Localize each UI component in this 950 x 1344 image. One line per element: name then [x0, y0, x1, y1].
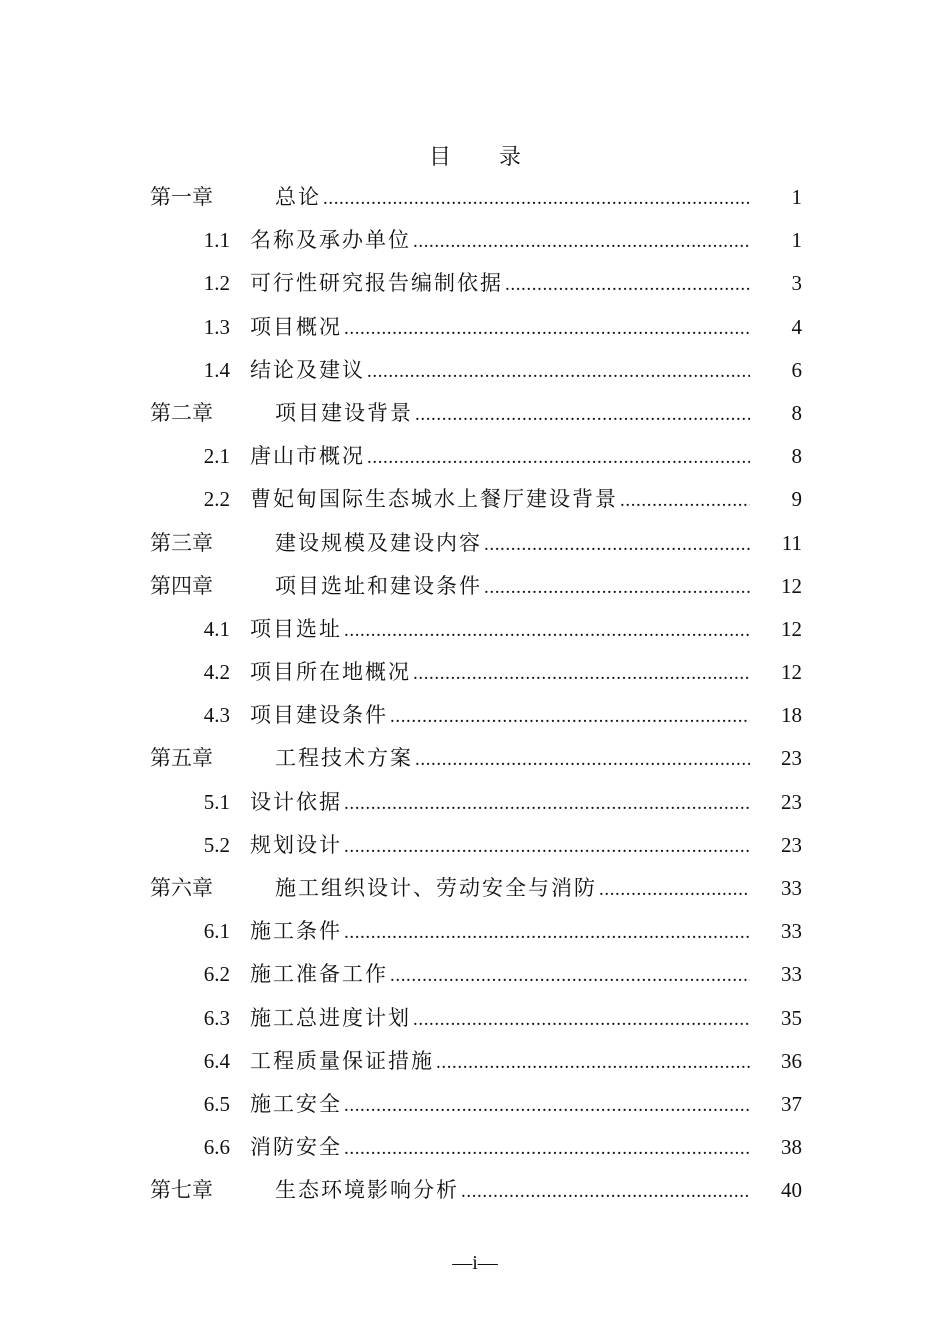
toc-section-row[interactable]: [0, 997, 950, 1040]
toc-page-number: 8: [791, 400, 802, 425]
toc-entry: [250, 608, 750, 652]
toc-section-number: 4.1: [203, 616, 230, 641]
toc-section-row[interactable]: [0, 478, 950, 521]
toc-page-number: 18: [781, 703, 802, 728]
toc-section-number: 6.6: [203, 1135, 230, 1160]
toc-entry-title: 生态环境影响分析: [275, 1169, 461, 1212]
table-of-contents: [0, 176, 950, 1213]
toc-chapter-row[interactable]: [0, 392, 950, 435]
toc-dot-leader: [484, 566, 750, 609]
toc-dot-leader: [344, 911, 750, 954]
toc-dot-leader: [461, 1170, 750, 1213]
toc-entry-title: 项目建设条件: [250, 694, 390, 737]
toc-page-number: 6: [791, 357, 802, 382]
toc-section-row[interactable]: [0, 824, 950, 867]
toc-page-number: 8: [791, 444, 802, 469]
page-footer: —i—: [452, 1252, 498, 1274]
toc-entry-title: 项目选址: [250, 608, 344, 651]
toc-section-number: 6.4: [203, 1048, 230, 1073]
toc-entry-title: 总论: [275, 176, 323, 219]
toc-dot-leader: [390, 695, 750, 738]
toc-entry-title: 施工组织设计、劳动安全与消防: [275, 867, 599, 910]
toc-section-number: 2.2: [203, 487, 230, 512]
toc-entry-title: 工程质量保证措施: [250, 1040, 436, 1083]
toc-entry: [250, 1040, 750, 1084]
toc-section-row[interactable]: [0, 1126, 950, 1169]
toc-section-number: 6.5: [203, 1091, 230, 1116]
toc-entry: [275, 176, 750, 220]
toc-entry: [250, 651, 750, 695]
toc-section-number: 6.2: [203, 962, 230, 987]
toc-section-number: 5.1: [203, 789, 230, 814]
toc-chapter-row[interactable]: [0, 737, 950, 780]
toc-entry: [250, 781, 750, 825]
toc-chapter-label: 第二章: [150, 400, 213, 425]
toc-entry-title: 施工条件: [250, 910, 344, 953]
toc-entry: [275, 867, 750, 911]
toc-page-number: 11: [781, 530, 802, 555]
toc-entry: [250, 435, 750, 479]
toc-entry: [250, 219, 750, 263]
toc-page-number: 33: [781, 962, 802, 987]
toc-section-row[interactable]: [0, 781, 950, 824]
toc-page-number: 38: [781, 1135, 802, 1160]
toc-entry-title: 项目所在地概况: [250, 651, 413, 694]
toc-section-row[interactable]: [0, 349, 950, 392]
toc-entry-title: 施工总进度计划: [250, 997, 413, 1040]
toc-entry-title: 唐山市概况: [250, 435, 367, 478]
toc-section-row[interactable]: [0, 1040, 950, 1083]
toc-section-row[interactable]: [0, 435, 950, 478]
toc-section-row[interactable]: [0, 608, 950, 651]
toc-section-row[interactable]: [0, 262, 950, 305]
toc-dot-leader: [599, 868, 750, 911]
toc-entry: [275, 565, 750, 609]
toc-section-row[interactable]: [0, 651, 950, 694]
toc-section-number: 1.3: [203, 314, 230, 339]
toc-dot-leader: [367, 350, 750, 393]
toc-entry: [250, 306, 750, 350]
toc-section-number: 4.2: [203, 660, 230, 685]
toc-entry-title: 曹妃甸国际生态城水上餐厅建设背景: [250, 478, 620, 521]
page-title: 目录: [428, 145, 569, 170]
toc-entry: [250, 478, 750, 522]
toc-dot-leader: [344, 825, 750, 868]
toc-section-row[interactable]: [0, 910, 950, 953]
toc-chapter-label: 第七章: [150, 1178, 213, 1203]
toc-page-number: 37: [781, 1091, 802, 1116]
toc-section-number: 2.1: [203, 444, 230, 469]
toc-entry-title: 工程技术方案: [275, 737, 415, 780]
toc-chapter-label: 第三章: [150, 530, 213, 555]
toc-dot-leader: [436, 1041, 750, 1084]
toc-entry: [275, 522, 750, 566]
toc-dot-leader: [367, 436, 750, 479]
toc-dot-leader: [620, 479, 750, 522]
toc-dot-leader: [413, 220, 750, 263]
toc-page-number: 23: [781, 789, 802, 814]
toc-dot-leader: [344, 782, 750, 825]
toc-page-number: 4: [791, 314, 802, 339]
toc-entry-title: 结论及建议: [250, 349, 367, 392]
toc-entry: [275, 1169, 750, 1213]
toc-chapter-label: 第四章: [150, 573, 213, 598]
toc-entry: [250, 997, 750, 1041]
toc-chapter-row[interactable]: [0, 522, 950, 565]
toc-entry-title: 设计依据: [250, 781, 344, 824]
toc-page-number: 12: [781, 616, 802, 641]
toc-entry: [250, 910, 750, 954]
toc-page-number: 12: [781, 573, 802, 598]
toc-page-number: 36: [781, 1048, 802, 1073]
toc-page-number: 33: [781, 919, 802, 944]
toc-entry-title: 项目概况: [250, 306, 344, 349]
toc-chapter-row[interactable]: [0, 867, 950, 910]
toc-dot-leader: [484, 523, 750, 566]
toc-entry: [250, 694, 750, 738]
toc-dot-leader: [323, 177, 750, 220]
toc-dot-leader: [344, 1127, 750, 1170]
toc-section-row[interactable]: [0, 1083, 950, 1126]
toc-entry-title: 可行性研究报告编制依据: [250, 262, 505, 305]
toc-section-row[interactable]: [0, 953, 950, 996]
toc-entry: [275, 737, 750, 781]
toc-section-number: 6.3: [203, 1005, 230, 1030]
toc-entry: [250, 262, 750, 306]
toc-entry: [250, 1083, 750, 1127]
toc-chapter-label: 第六章: [150, 876, 213, 900]
toc-section-row[interactable]: [0, 694, 950, 737]
toc-chapter-row[interactable]: [0, 1169, 950, 1212]
toc-entry-title: 规划设计: [250, 824, 344, 867]
toc-section-number: 1.4: [203, 357, 230, 382]
toc-entry-title: 项目选址和建设条件: [275, 565, 484, 608]
toc-entry: [275, 392, 750, 436]
toc-entry-title: 项目建设背景: [275, 392, 415, 435]
toc-section-number: 1.1: [203, 228, 230, 253]
toc-entry-title: 施工准备工作: [250, 953, 390, 996]
toc-chapter-label: 第五章: [150, 746, 213, 771]
toc-page-number: 23: [781, 746, 802, 771]
toc-section-number: 6.1: [203, 919, 230, 944]
toc-dot-leader: [413, 998, 750, 1041]
toc-section-row[interactable]: [0, 306, 950, 349]
toc-section-number: 4.3: [203, 703, 230, 728]
toc-entry-title: 建设规模及建设内容: [275, 522, 484, 565]
toc-entry: [250, 824, 750, 868]
toc-dot-leader: [390, 954, 750, 997]
toc-entry-title: 施工安全: [250, 1083, 344, 1126]
toc-page-number: 1: [791, 228, 802, 253]
toc-page-number: 12: [781, 660, 802, 685]
toc-section-number: 1.2: [203, 271, 230, 296]
toc-dot-leader: [505, 263, 750, 306]
toc-dot-leader: [344, 609, 750, 652]
toc-entry: [250, 953, 750, 997]
toc-chapter-label: 第一章: [150, 185, 213, 209]
toc-entry-title: 消防安全: [250, 1126, 344, 1169]
toc-page-number: 33: [781, 876, 802, 900]
toc-page-number: 23: [781, 832, 802, 857]
toc-page-number: 40: [781, 1178, 802, 1203]
toc-chapter-row[interactable]: [0, 565, 950, 608]
toc-page-number: 35: [781, 1005, 802, 1030]
toc-dot-leader: [413, 652, 750, 695]
toc-section-number: 5.2: [203, 832, 230, 857]
toc-chapter-row[interactable]: [0, 176, 950, 219]
toc-entry-title: 名称及承办单位: [250, 219, 413, 262]
toc-dot-leader: [344, 1084, 750, 1127]
toc-entry: [250, 1126, 750, 1170]
toc-entry: [250, 349, 750, 393]
toc-dot-leader: [415, 738, 750, 781]
toc-page-number: 3: [791, 271, 802, 296]
toc-dot-leader: [415, 393, 750, 436]
toc-page-number: 1: [791, 185, 802, 209]
toc-section-row[interactable]: [0, 219, 950, 262]
toc-dot-leader: [344, 307, 750, 350]
toc-page-number: 9: [791, 487, 802, 512]
